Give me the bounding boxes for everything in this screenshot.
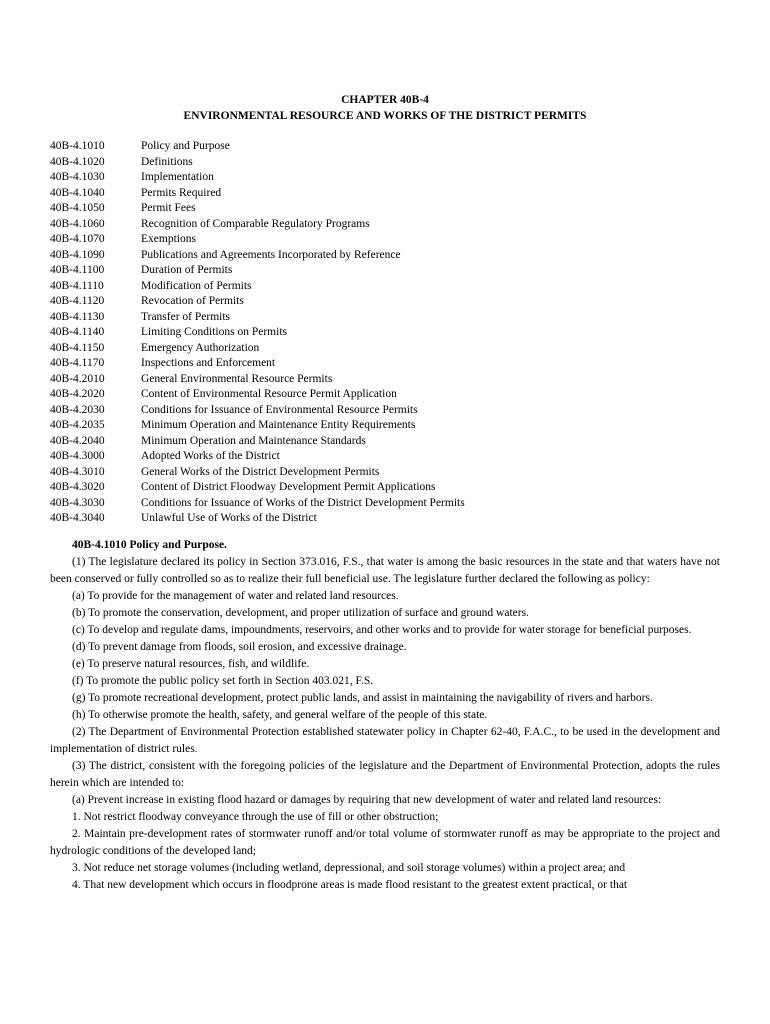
toc-rule-title: Minimum Operation and Maintenance Standards (141, 434, 366, 447)
toc-rule-number: 40B-4.1020 (50, 155, 105, 168)
toc-rule-number: 40B-4.3000 (50, 450, 105, 462)
toc-rule-number: 40B-4.3020 (50, 481, 105, 493)
toc-rule-title: Implementation (141, 171, 214, 183)
toc-rule-number: 40B-4.2040 (50, 434, 105, 447)
toc-rule-title: General Works of the District Development Permits (141, 465, 380, 478)
toc-row (50, 263, 720, 279)
toc-rule-number: 40B-4.2030 (50, 403, 105, 416)
section-paragraph: (b) To promote the conservation, development, and proper utilization of surface and ground waters. (72, 606, 529, 619)
toc-row (50, 480, 720, 496)
toc-rule-number: 40B-4.1010 (50, 140, 105, 152)
toc-rule-number: 40B-4.1120 (50, 295, 105, 307)
section-heading: 40B-4.1010 Policy and Purpose. (72, 538, 227, 551)
toc-rule-title: Inspections and Enforcement (141, 357, 276, 369)
toc-rule-title: Permits Required (141, 186, 222, 199)
toc-rule-title: Conditions for Issuance of Environmental Resource Permits (141, 403, 418, 416)
toc-rule-number: 40B-4.2035 (50, 419, 105, 431)
toc-row (50, 496, 720, 512)
chapter-title: ENVIRONMENTAL RESOURCE AND WORKS OF THE DISTRICT PERMITS (183, 109, 587, 122)
toc-row (50, 341, 720, 357)
toc-rule-title: Unlawful Use of Works of the District (141, 512, 317, 524)
toc-row (50, 387, 720, 403)
toc-rule-number: 40B-4.3010 (50, 465, 105, 478)
toc-rule-title: Transfer of Permits (141, 310, 231, 323)
toc-row (50, 186, 720, 202)
section-paragraph: (3) The district, consistent with the foregoing policies of the legislature and the Department of Environmental Protection, adopts the rules herein which are intended to: (50, 759, 720, 789)
toc-row (50, 325, 720, 341)
section-paragraph: (g) To promote recreational development, protect public lands, and assist in maintaining the navigability of rivers and harbors. (72, 691, 653, 704)
section-body (50, 537, 720, 894)
toc-rule-number: 40B-4.1170 (50, 357, 105, 369)
toc-rule-title: General Environmental Resource Permits (141, 372, 333, 385)
toc-rule-title: Content of Environmental Resource Permit Application (141, 388, 397, 400)
toc-rule-title: Duration of Permits (141, 264, 233, 276)
section-paragraph: 1. Not restrict floodway conveyance through the use of fill or other obstruction; (72, 810, 439, 823)
section-paragraph: (f) To promote the public policy set forth in Section 403.021, F.S. (72, 674, 374, 687)
toc-rule-number: 40B-4.1100 (50, 264, 105, 276)
toc-row (50, 217, 720, 233)
toc-rule-title: Policy and Purpose (141, 140, 230, 152)
toc-row (50, 170, 720, 186)
toc-rule-title: Adopted Works of the District (141, 450, 280, 462)
section-paragraph: (e) To preserve natural resources, fish, and wildlife. (72, 657, 310, 670)
toc-rule-number: 40B-4.1130 (50, 310, 105, 323)
toc-row (50, 201, 720, 217)
section-paragraph: (a) To provide for the management of water and related land resources. (72, 589, 399, 602)
toc-row (50, 279, 720, 295)
toc-rule-number: 40B-4.1030 (50, 171, 105, 183)
toc-rule-title: Content of District Floodway Development Permit Applications (141, 481, 436, 493)
section-paragraph: (d) To prevent damage from floods, soil erosion, and excessive drainage. (72, 640, 407, 653)
toc-rule-title: Modification of Permits (141, 279, 252, 292)
toc-rule-title: Emergency Authorization (141, 341, 260, 354)
toc-rule-title: Exemptions (141, 233, 196, 245)
toc-rule-title: Publications and Agreements Incorporated by Reference (141, 248, 401, 261)
section-paragraph: 3. Not reduce net storage volumes (including wetland, depressional, and soil storage volumes) within a project area; and (72, 861, 626, 874)
toc-rule-title: Revocation of Permits (141, 295, 244, 307)
toc-row (50, 418, 720, 434)
toc-rule-number: 40B-4.1110 (50, 279, 104, 292)
table-of-contents (50, 139, 720, 527)
toc-rule-number: 40B-4.1140 (50, 326, 105, 338)
toc-row (50, 139, 720, 155)
toc-row (50, 403, 720, 419)
section-paragraph: (h) To otherwise promote the health, safety, and general welfare of the people of this state. (72, 708, 488, 721)
toc-rule-number: 40B-4.2010 (50, 372, 105, 385)
toc-rule-number: 40B-4.1070 (50, 233, 105, 245)
section-heading-paragraph (50, 537, 720, 554)
toc-row (50, 434, 720, 450)
chapter-number: CHAPTER 40B-4 (341, 94, 429, 106)
toc-rule-number: 40B-4.1040 (50, 186, 105, 199)
toc-row (50, 372, 720, 388)
toc-rule-number: 40B-4.1050 (50, 202, 105, 214)
toc-row (50, 248, 720, 264)
toc-rule-number: 40B-4.1150 (50, 341, 105, 354)
section-paragraph: (1) The legislature declared its policy in Section 373.016, F.S., that water is among the basic resources in the state and that waters have not been conserved or fully controlled so as to realize their full beneficial use. The legislature further declared the following as policy: (50, 555, 720, 585)
section-paragraph: 4. That new development which occurs in floodprone areas is made flood resistant to the greatest extent practical, or that (72, 878, 628, 891)
section-paragraph: (c) To develop and regulate dams, impoundments, reservoirs, and other works and to provide for water storage for beneficial purposes. (72, 623, 692, 636)
toc-rule-title: Minimum Operation and Maintenance Entity Requirements (141, 419, 416, 431)
toc-row (50, 465, 720, 481)
section-paragraph: (a) Prevent increase in existing flood hazard or damages by requiring that new development of water and related land resources: (72, 793, 662, 806)
toc-rule-title: Definitions (141, 155, 193, 168)
toc-row (50, 232, 720, 248)
toc-rule-number: 40B-4.3030 (50, 496, 105, 509)
toc-rule-title: Conditions for Issuance of Works of the District Development Permits (141, 496, 465, 509)
document-page (50, 93, 720, 894)
toc-row (50, 356, 720, 372)
toc-rule-number: 40B-4.2020 (50, 388, 105, 400)
toc-rule-number: 40B-4.3040 (50, 512, 105, 524)
toc-rule-number: 40B-4.1060 (50, 217, 105, 230)
toc-rule-title: Permit Fees (141, 202, 196, 214)
toc-row (50, 310, 720, 326)
toc-rule-title: Recognition of Comparable Regulatory Programs (141, 217, 370, 230)
toc-rule-number: 40B-4.1090 (50, 248, 105, 261)
toc-row (50, 294, 720, 310)
toc-row (50, 449, 720, 465)
section-paragraph: (2) The Department of Environmental Protection established statewater policy in Chapter 62-40, F.A.C., to be used in the development and implementation of district rules. (50, 725, 720, 755)
section-paragraph: 2. Maintain pre-development rates of stormwater runoff and/or total volume of stormwater runoff as may be appropriate to the project and hydrologic conditions of the developed land; (50, 827, 720, 857)
toc-rule-title: Limiting Conditions on Permits (141, 326, 287, 338)
toc-row (50, 511, 720, 527)
toc-row (50, 155, 720, 171)
